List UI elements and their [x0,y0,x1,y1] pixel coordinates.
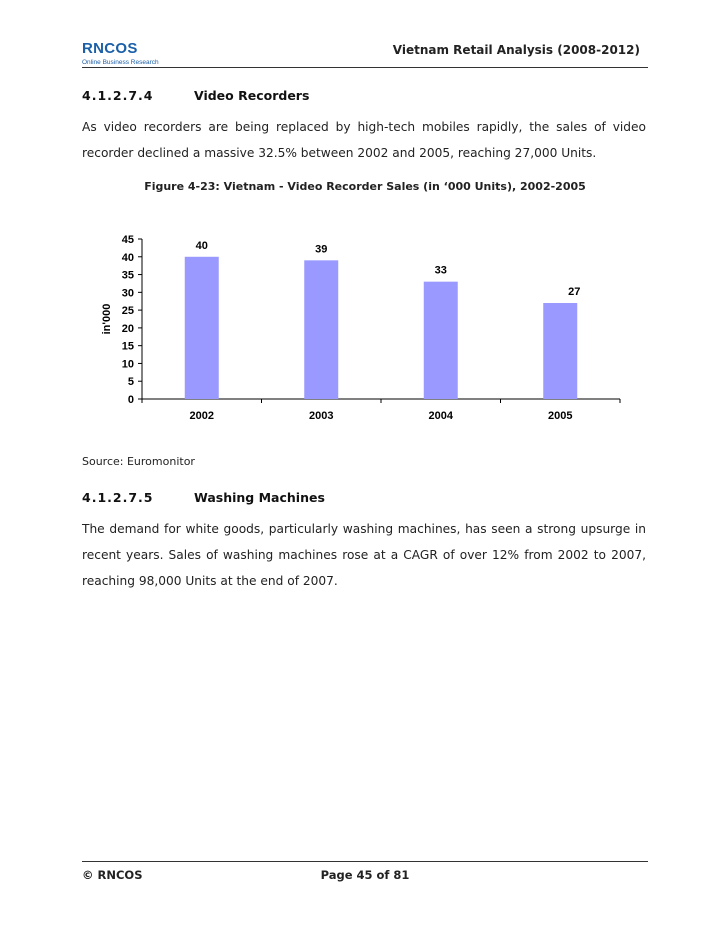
section-number: 4.1.2.7.5 [82,490,154,505]
brand-logo: RNCOS [82,40,138,57]
y-tick-label: 10 [121,358,134,371]
data-label: 27 [568,286,581,298]
y-axis-label: in'000 [101,303,113,335]
section-number: 4.1.2.7.4 [82,88,154,103]
x-tick-label: 2005 [548,410,573,422]
document-title: Vietnam Retail Analysis (2008-2012) [392,43,640,57]
footer-divider [82,861,648,862]
page-number: Page 45 of 81 [320,868,410,882]
y-tick-label: 5 [127,376,134,389]
figure-source: Source: Euromonitor [82,455,195,468]
y-tick-label: 40 [121,251,134,264]
bar-2003 [304,260,338,399]
y-tick-label: 35 [121,269,134,282]
figure-caption: Figure 4-23: Vietnam - Video Recorder Sales (in ‘000 Units), 2002-2005 [144,180,586,193]
y-tick-label: 30 [121,287,134,300]
x-tick-label: 2002 [189,410,214,422]
y-tick-label: 45 [121,234,134,246]
section-title: Video Recorders [194,88,310,103]
y-tick-label: 0 [127,394,134,406]
y-tick-label: 25 [121,305,134,318]
y-tick-label: 20 [121,322,134,335]
section-paragraph: The demand for white goods, particularly washing machines, has seen a strong upsurge in recent years. Sales of washing machines rose at a CAGR of over 12% from 2002 to 2007, reaching 98,000 Units at the end of 2007. [82,522,646,588]
section-title: Washing Machines [194,490,325,505]
data-label: 33 [434,264,447,277]
bar-2002 [185,257,219,399]
data-label: 40 [195,239,208,252]
y-tick-label: 15 [121,340,134,353]
x-tick-label: 2004 [428,410,453,422]
brand-tagline: Online Business Research [82,59,159,66]
x-tick-label: 2003 [309,410,334,422]
footer-copyright: © RNCOS [82,868,143,882]
data-label: 39 [315,243,328,256]
section-heading-washing-machines [82,490,325,505]
section-paragraph: As video recorders are being replaced by high-tech mobiles rapidly, the sales of video recorder declined a massive 32.5% between 2002 and 2005, reaching 27,000 Units. [82,120,646,160]
bar-2005 [543,303,577,399]
bar-2004 [424,282,458,399]
